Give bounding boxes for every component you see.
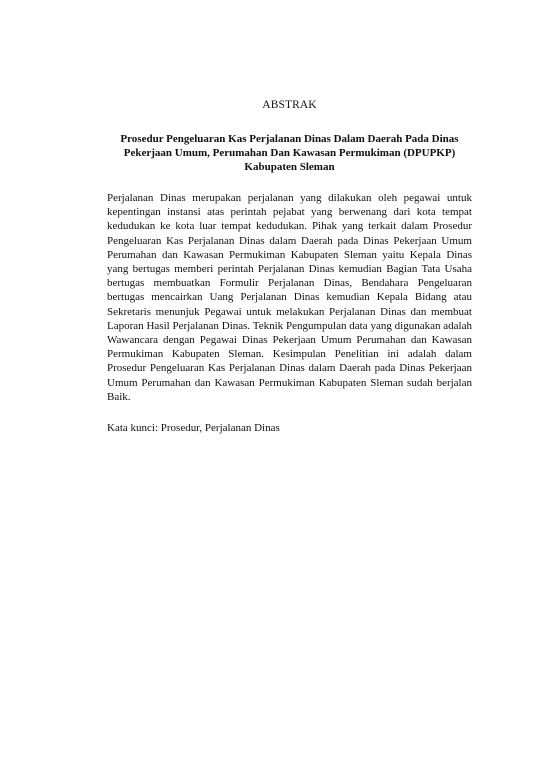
title-line-1: Prosedur Pengeluaran Kas Perjalanan Dinas Dalam Daerah Pada Dinas [120,133,459,145]
abstract-heading: ABSTRAK [262,99,317,111]
document-title [107,132,472,174]
title-line-2: Pekerjaan Umum, Perumahan Dan Kawasan Permukiman (DPUPKP) [123,147,456,159]
keywords: Kata kunci: Prosedur, Perjalanan Dinas [107,422,280,435]
document-page [107,98,472,435]
abstract-body: Perjalanan Dinas merupakan perjalanan yang dilakukan oleh pegawai untuk kepentingan instansi atas perintah pejabat yang berwenang dari kota tempat kedudukan ke kota luar tempat kedudukan. Pihak yang terkait dalam Prosedur Pengeluaran Kas Perjalanan Dinas dalam Daerah pada Dinas Pekerjaan Umum Perumahan dan Kawasan Permukiman Kabupaten Sleman yaitu Kepala Dinas yang bertugas memberi perintah Perjalanan Dinas kemudian Bagian Tata Usaha bertugas membuatkan Formulir Perjalanan Dinas, Bendahara Pengeluaran bertugas mencairkan Uang Perjalanan Dinas kemudian Kepala Bidang atau Sekretaris menunjuk Pegawai untuk melakukan Perjalanan Dinas dan membuat Laporan Hasil Perjalanan Dinas. Teknik Pengumpulan data yang digunakan adalah Wawancara dengan Pegawai Dinas Pekerjaan Umum Perumahan dan Kawasan Permukiman Kabupaten Sleman. Kesimpulan Penelitian ini adalah dalam Prosedur Pengeluaran Kas Perjalanan Dinas dalam Daerah pada Dinas Pekerjaan Umum Perumahan dan Kawasan Permukiman Kabupaten Sleman sudah berjalan Baik. [107,192,472,403]
title-line-3: Kabupaten Sleman [244,161,335,173]
